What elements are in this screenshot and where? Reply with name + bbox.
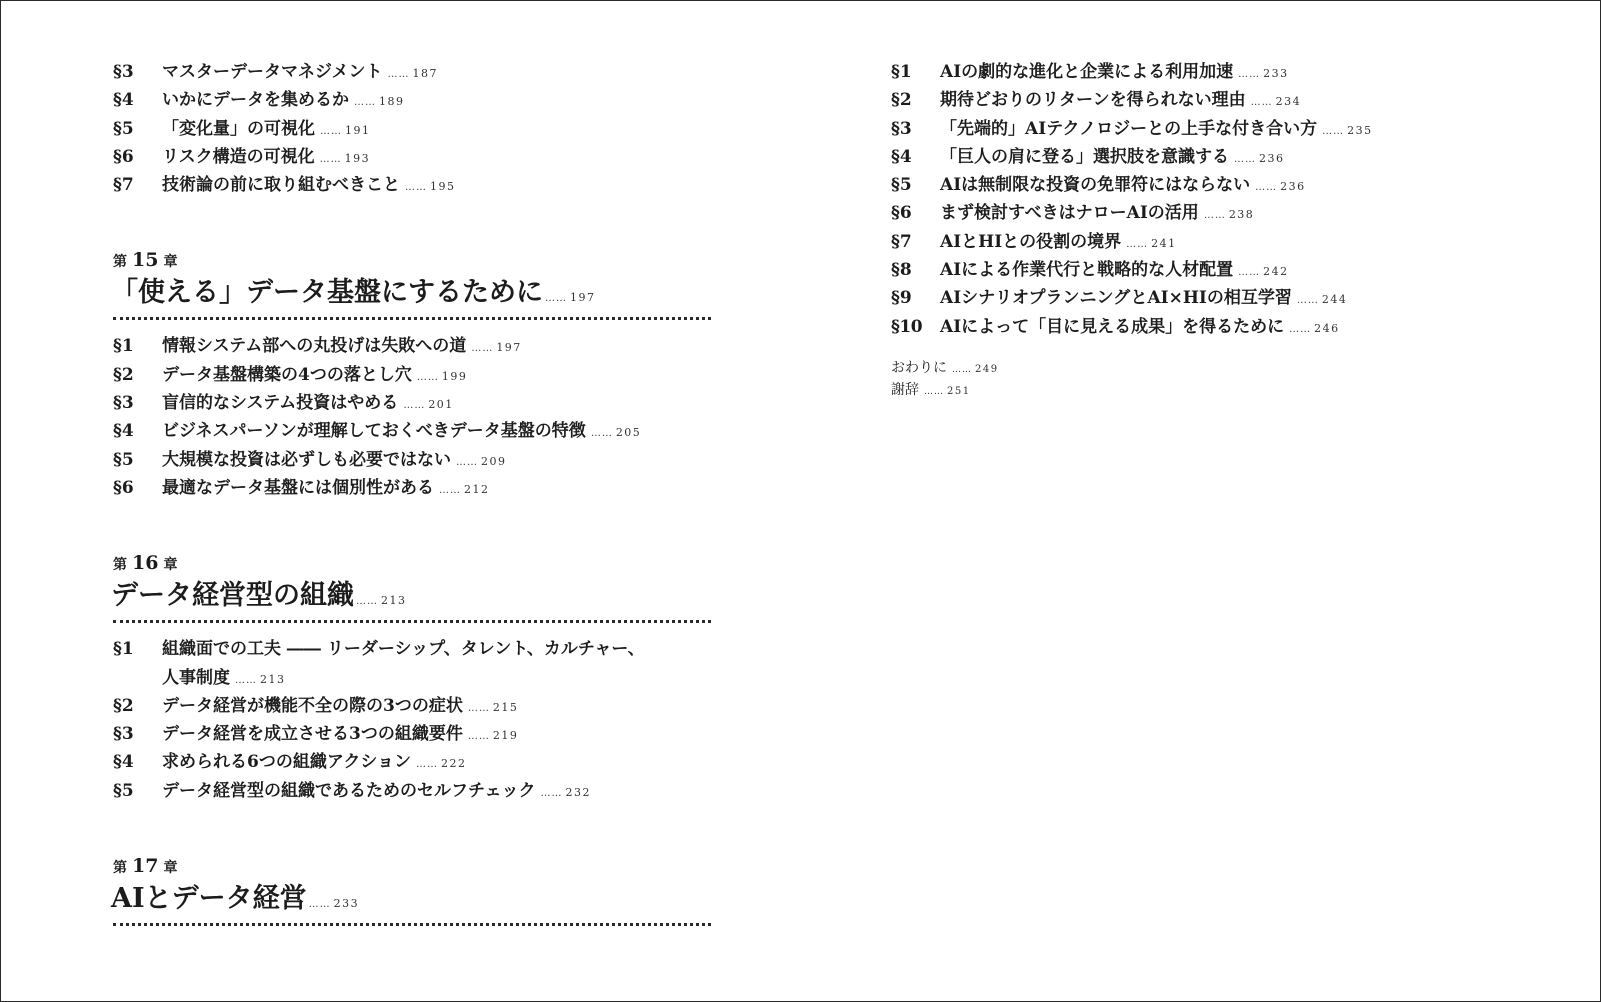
dot-leader: ……	[1250, 97, 1273, 109]
page-number: 197	[570, 291, 596, 305]
dot-leader: ……	[1238, 69, 1261, 80]
toc-entry[interactable]	[891, 115, 1451, 143]
chapter-number: 16	[132, 552, 159, 575]
page-number: 234	[1275, 95, 1302, 109]
page-number: 215	[492, 700, 519, 714]
section-number: §3	[113, 62, 134, 82]
chapter-title-entry[interactable]	[111, 879, 713, 919]
toc-right-column	[891, 58, 1451, 401]
page-number: 246	[1314, 321, 1340, 335]
dot-leader: ……	[456, 456, 478, 468]
toc-left-column	[113, 58, 713, 938]
toc-entry-continuation[interactable]	[113, 664, 713, 692]
section-number: §3	[113, 724, 134, 745]
section-number: §6	[113, 146, 134, 167]
dot-leader: ……	[354, 97, 376, 109]
dot-leader: ……	[415, 759, 438, 771]
dot-leader: ……	[439, 484, 461, 496]
chapter-title: データ経営型の組織	[111, 580, 354, 612]
section-title: AIによる作業代行と戦略的な人材配置	[940, 260, 1234, 281]
section-number: §2	[113, 695, 134, 716]
section-title: データ経営を成立させる3つの組織要件	[162, 724, 463, 745]
dotted-divider	[113, 620, 711, 623]
section-title: 求められる6つの組織アクション	[162, 752, 411, 773]
dot-leader: ……	[1289, 323, 1312, 335]
section-number: §2	[891, 90, 912, 111]
page-number: 212	[464, 482, 490, 496]
page-number: 244	[1321, 293, 1348, 307]
section-number: §1	[113, 639, 134, 660]
dot-leader: ……	[471, 343, 494, 355]
toc-entry[interactable]	[113, 115, 713, 143]
section-number: §7	[113, 175, 134, 196]
page-number: 199	[441, 369, 468, 383]
chapter-block	[113, 853, 713, 926]
toc-entry[interactable]	[113, 777, 713, 805]
toc-entry[interactable]	[891, 313, 1451, 341]
dotted-divider	[113, 923, 711, 926]
chapter-suffix: 章	[163, 557, 178, 574]
dot-leader: ……	[1238, 267, 1261, 279]
page-number: 205	[615, 426, 642, 440]
section-title: AIシナリオプランニングとAI×HIの相互学習	[940, 288, 1292, 309]
page-number: 251	[947, 385, 971, 397]
chapter-number: 15	[132, 249, 159, 272]
dot-leader: ……	[1255, 182, 1278, 194]
backmatter-entry[interactable]	[891, 357, 1451, 379]
dot-leader: ……	[308, 899, 331, 911]
page-number: 242	[1263, 265, 1289, 279]
dot-leader: ……	[387, 69, 410, 80]
chapter-14-tail-sections	[113, 58, 713, 199]
toc-entry[interactable]	[113, 389, 713, 417]
section-title-continued: 人事制度	[162, 667, 230, 688]
chapter-prefix: 第	[113, 254, 127, 271]
dot-leader: ……	[356, 596, 378, 608]
page-number: 197	[496, 341, 522, 355]
page-number: 222	[440, 757, 467, 771]
section-title: データ経営型の組織であるためのセルフチェック	[162, 780, 536, 801]
chapter-block	[113, 247, 713, 502]
toc-entry[interactable]	[113, 692, 713, 720]
backmatter-title: 謝辞	[891, 381, 919, 398]
section-title: 情報システム部への丸投げは失敗への道	[162, 336, 467, 357]
dot-leader: ……	[319, 153, 342, 165]
section-number: §3	[113, 393, 134, 414]
section-number: §4	[113, 90, 134, 111]
dot-leader: ……	[1203, 210, 1226, 222]
chapter-title-entry[interactable]	[111, 273, 713, 313]
toc-entry[interactable]	[113, 720, 713, 748]
page-number: 191	[345, 123, 371, 137]
section-title: 「巨人の肩に登る」選択肢を意識する	[940, 146, 1229, 167]
toc-entry[interactable]	[891, 86, 1451, 114]
chapter-prefix: 第	[113, 557, 127, 574]
section-number: §5	[113, 118, 134, 139]
section-title: マスターデータマネジメント	[162, 62, 383, 82]
dotted-divider	[113, 317, 711, 320]
dot-leader: ……	[467, 731, 490, 743]
chapter-title-entry[interactable]	[111, 576, 713, 616]
dot-leader: ……	[924, 386, 944, 397]
toc-entry[interactable]	[891, 199, 1451, 227]
toc-entry[interactable]	[891, 58, 1451, 86]
page-number: 249	[975, 363, 999, 375]
chapter-label	[113, 247, 713, 273]
section-title: 大規模な投資は必ずしも必要ではない	[162, 449, 451, 470]
toc-entry[interactable]	[891, 171, 1451, 199]
section-title: AIとHIとの役割の境界	[940, 231, 1122, 252]
page-number: 195	[430, 180, 456, 194]
dot-leader: ……	[403, 400, 426, 412]
toc-entry[interactable]	[891, 143, 1451, 171]
toc-entry[interactable]	[113, 635, 713, 663]
dot-leader: ……	[540, 787, 563, 799]
section-title: ビジネスパーソンが理解しておくべきデータ基盤の特徴	[162, 421, 586, 442]
toc-entry[interactable]	[113, 446, 713, 474]
dot-leader: ……	[590, 428, 613, 440]
section-number: §5	[891, 175, 912, 196]
page-number: 232	[565, 785, 591, 799]
dot-leader: ……	[952, 364, 972, 375]
chapter-title: AIとデータ経営	[111, 883, 307, 915]
section-title: まず検討すべきはナローAIの活用	[940, 203, 1199, 224]
section-number: §8	[891, 260, 912, 281]
section-number: §1	[891, 62, 912, 82]
section-number: §4	[113, 421, 134, 442]
toc-entry[interactable]	[113, 332, 713, 360]
section-number: §4	[113, 752, 134, 773]
dot-leader: ……	[405, 182, 427, 194]
section-title: 期待どおりのリターンを得られない理由	[940, 90, 1246, 111]
section-number: §9	[891, 288, 912, 309]
section-number: §5	[113, 449, 134, 470]
page-number: 189	[379, 95, 405, 109]
toc-entry[interactable]	[891, 228, 1451, 256]
toc-entry[interactable]	[113, 417, 713, 445]
page-number: 219	[492, 729, 519, 743]
section-title: 「先端的」AIテクノロジーとの上手な付き合い方	[940, 118, 1318, 139]
chapter-label	[113, 853, 713, 879]
section-number: §5	[113, 780, 134, 801]
page-number: 193	[344, 151, 371, 165]
backmatter-entry[interactable]	[891, 379, 1451, 401]
section-number: §7	[891, 231, 912, 252]
page-number: 213	[381, 594, 407, 608]
section-title: リスク構造の可視化	[162, 146, 315, 167]
section-title: AIによって「目に見える成果」を得るために	[940, 316, 1285, 337]
backmatter-title: おわりに	[891, 359, 947, 376]
page-number: 233	[333, 897, 360, 911]
section-title: AIは無制限な投資の免罪符にはならない	[940, 175, 1251, 196]
dot-leader: ……	[467, 702, 490, 714]
page-number: 233	[1263, 67, 1289, 80]
section-number: §6	[891, 203, 912, 224]
toc-entry[interactable]	[113, 143, 713, 171]
section-title: 盲信的なシステム投資はやめる	[162, 393, 399, 414]
section-number: §4	[891, 146, 912, 167]
chapter-title: 「使える」データ基盤にするために	[111, 277, 543, 309]
page-number: 238	[1228, 208, 1255, 222]
toc-entry[interactable]	[113, 86, 713, 114]
dot-leader: ……	[1296, 295, 1319, 307]
section-title: 最適なデータ基盤には個別性がある	[162, 477, 434, 498]
dot-leader: ……	[545, 293, 567, 305]
chapter-suffix: 章	[163, 860, 178, 877]
section-number: §6	[113, 477, 134, 498]
dot-leader: ……	[1126, 238, 1149, 250]
section-number: §3	[891, 118, 912, 139]
section-title: 技術論の前に取り組むべきこと	[162, 175, 400, 196]
toc-entry[interactable]	[891, 256, 1451, 284]
page-number: 236	[1259, 151, 1285, 165]
section-title: 「変化量」の可視化	[162, 118, 315, 139]
dot-leader: ……	[235, 674, 257, 686]
page-number: 236	[1280, 180, 1306, 194]
chapter-number: 17	[132, 855, 159, 878]
page-number: 187	[412, 67, 438, 80]
section-title: データ経営が機能不全の際の3つの症状	[162, 695, 463, 716]
toc-entry[interactable]	[113, 58, 713, 86]
dot-leader: ……	[416, 371, 439, 383]
dot-leader: ……	[1234, 153, 1256, 165]
chapter-suffix: 章	[163, 254, 178, 271]
dot-leader: ……	[1322, 125, 1345, 137]
toc-entry[interactable]	[113, 474, 713, 502]
chapter-label	[113, 550, 713, 576]
toc-entry[interactable]	[113, 748, 713, 776]
chapter-block	[113, 550, 713, 805]
page-number: 201	[428, 398, 454, 412]
section-title: いかにデータを集めるか	[162, 90, 349, 111]
page-number: 209	[481, 454, 507, 468]
section-number: §2	[113, 364, 134, 385]
toc-entry[interactable]	[113, 361, 713, 389]
section-number: §1	[113, 336, 134, 357]
page-number: 213	[260, 672, 286, 686]
dot-leader: ……	[320, 125, 342, 137]
toc-entry[interactable]	[891, 284, 1451, 312]
chapter-17-sections	[891, 58, 1451, 341]
chapter-list	[113, 247, 713, 926]
backmatter-list	[891, 357, 1451, 401]
toc-entry[interactable]	[113, 171, 713, 199]
section-number: §10	[891, 316, 923, 337]
page-number: 235	[1347, 123, 1373, 137]
section-title: AIの劇的な進化と企業による利用加速	[940, 62, 1234, 82]
section-title: 組織面での工夫 ―― リーダーシップ、タレント、カルチャー、	[162, 639, 645, 660]
page-number: 241	[1151, 236, 1177, 250]
chapter-prefix: 第	[113, 860, 127, 877]
section-title: データ基盤構築の4つの落とし穴	[162, 364, 412, 385]
